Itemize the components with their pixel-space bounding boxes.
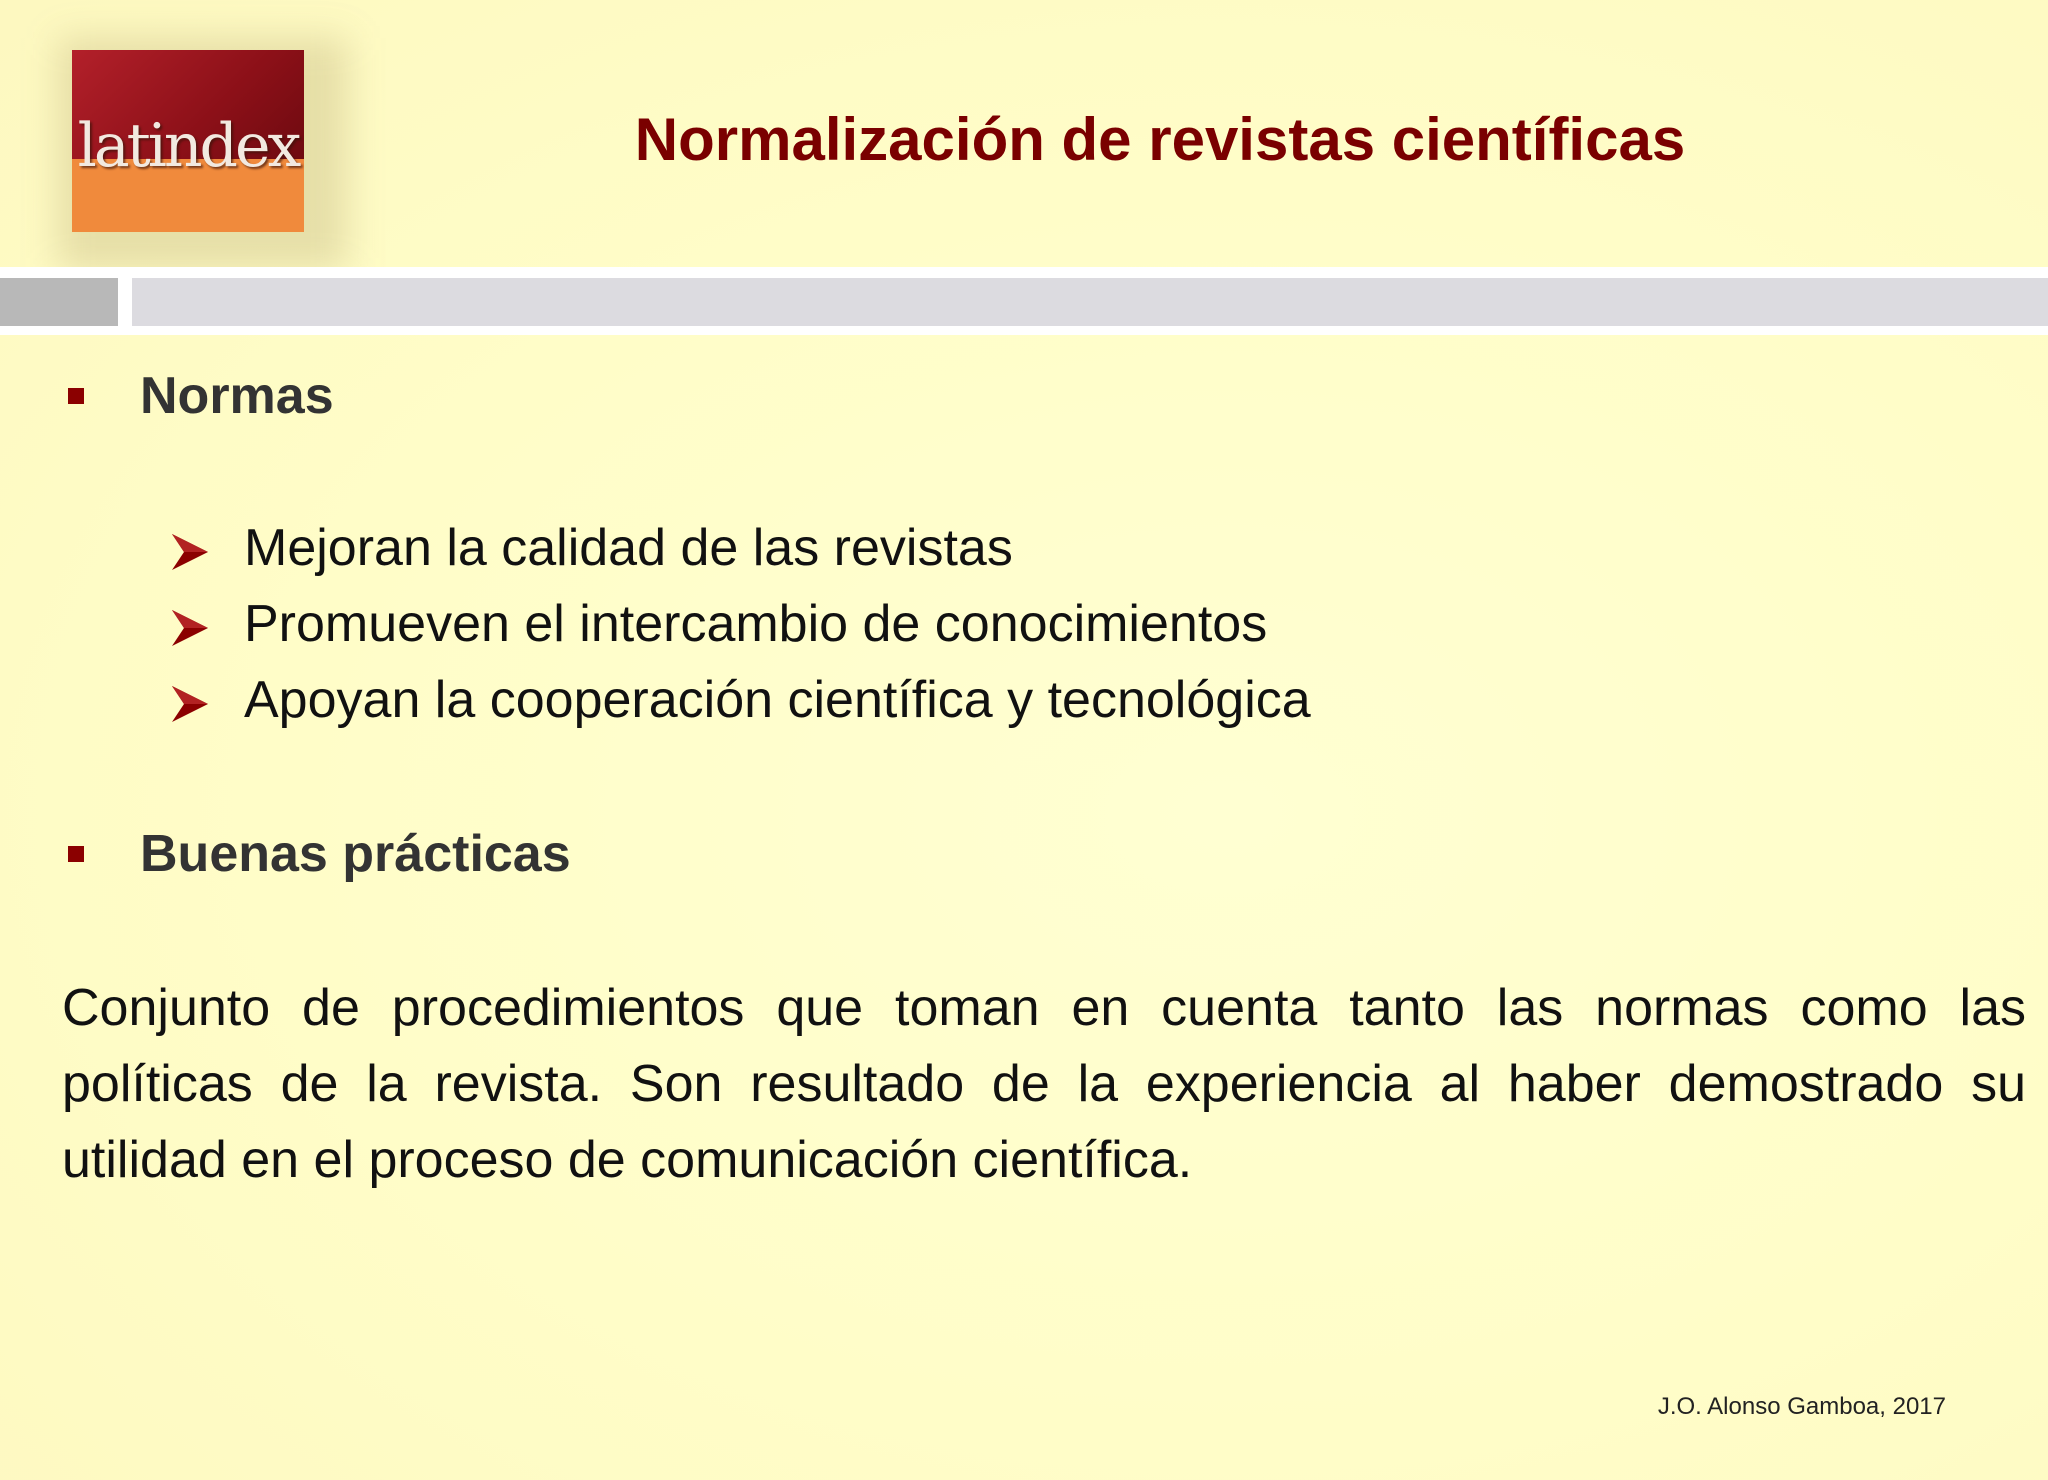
- arrow-bullet-icon: [168, 682, 212, 726]
- footer-credit: J.O. Alonso Gamboa, 2017: [1657, 1393, 1946, 1420]
- logo-text: latindex: [77, 111, 299, 181]
- latindex-logo: [72, 50, 304, 232]
- list-item: [0, 586, 2048, 662]
- slide-title: Normalización de revistas científicas: [634, 106, 1686, 173]
- arrow-bullet-icon: [168, 530, 212, 574]
- square-bullet-icon: [68, 388, 84, 404]
- list-item-text: Apoyan la cooperación científica y tecnológica: [244, 671, 1311, 729]
- header-divider-light-segment: [132, 278, 2048, 326]
- section-heading: Normas: [140, 367, 334, 425]
- section-normas: [0, 356, 2048, 436]
- list-item: [0, 510, 2048, 586]
- list-item-text: Promueven el intercambio de conocimientos: [244, 595, 1268, 653]
- header-divider-dark-segment: [0, 278, 118, 326]
- definition-paragraph: Conjunto de procedimientos que toman en cuenta tanto las normas como las políticas de la revista. Son resultado de la experiencia al haber demostrado su utilidad en el proceso de comunicación científica.: [62, 979, 2026, 1189]
- arrow-bullet-icon: [168, 606, 212, 650]
- section-buenas-practicas: [0, 814, 2048, 894]
- section-heading: Buenas prácticas: [140, 825, 571, 883]
- square-bullet-icon: [68, 846, 84, 862]
- list-item-text: Mejoran la calidad de las revistas: [244, 519, 1013, 577]
- list-item: [0, 662, 2048, 738]
